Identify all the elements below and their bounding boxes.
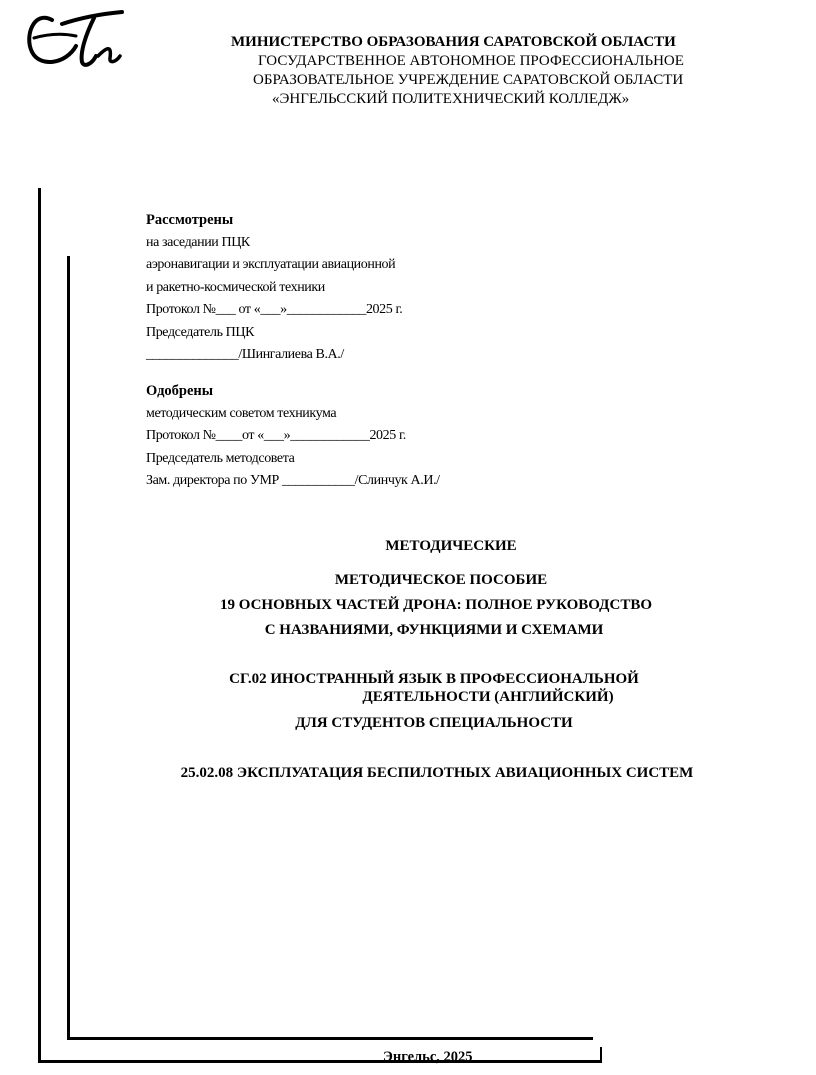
reviewed-title: Рассмотрены [146,212,234,228]
reviewed-signature: ______________/Шингалиева В.А./ [146,347,344,362]
frame-right-stub [600,1047,602,1062]
topic-line-1: 19 ОСНОВНЫХ ЧАСТЕЙ ДРОНА: ПОЛНОЕ РУКОВОДСТВО [220,597,652,613]
reviewed-line: и ракетно-космической техники [146,279,325,295]
manual-title: МЕТОДИЧЕСКОЕ ПОСОБИЕ [334,572,548,588]
approved-block [146,380,440,493]
reviewed-line: аэронавигации и эксплуатации авиационной [146,257,396,272]
reviewed-line: на заседании ПЦК [146,234,250,250]
frame-left-inner [67,256,70,1039]
ministry-title: МИНИСТЕРСТВО ОБРАЗОВАНИЯ САРАТОВСКОЙ ОБЛАСТИ [231,34,676,50]
institution-line-2: ОБРАЗОВАТЕЛЬНОЕ УЧРЕЖДЕНИЕ САРАТОВСКОЙ ОБЛАСТИ [253,72,684,88]
institution-line-1: ГОСУДАРСТВЕННОЕ АВТОНОМНОЕ ПРОФЕССИОНАЛЬНОЕ [258,53,684,69]
reviewed-chair: Председатель ПЦК [146,324,255,340]
specialty: 25.02.08 ЭКСПЛУАТАЦИЯ БЕСПИЛОТНЫХ АВИАЦИОННЫХ СИСТЕМ [180,765,694,781]
college-logo [22,6,128,70]
frame-bottom-inner [67,1037,593,1040]
approved-deputy: Зам. директора по УМР ___________/Слинчук А.И./ [146,473,440,488]
place-year: Энгельс, 2025 [383,1049,473,1065]
approved-protocol: Протокол №____от «___»____________2025 г. [146,428,406,443]
approved-line: методическим советом техникума [146,405,337,421]
topic-line-2: С НАЗВАНИЯМИ, ФУНКЦИЯМИ И СХЕМАМИ [264,622,604,638]
discipline-line-1: СГ.02 ИНОСТРАННЫЙ ЯЗЫК В ПРОФЕССИОНАЛЬНОЙ [229,671,639,687]
institution-name: «ЭНГЕЛЬССКИЙ ПОЛИТЕХНИЧЕСКИЙ КОЛЛЕДЖ» [272,91,630,107]
frame-bottom-outer [38,1060,602,1063]
for-students: ДЛЯ СТУДЕНТОВ СПЕЦИАЛЬНОСТИ [295,715,573,731]
reviewed-protocol: Протокол №___ от «___»____________2025 г. [146,302,403,317]
approved-chair: Председатель методсовета [146,450,295,466]
discipline-line-2: ДЕЯТЕЛЬНОСТИ (АНГЛИЙСКИЙ) [362,689,614,705]
reviewed-block [146,209,402,367]
approved-title: Одобрены [146,383,214,399]
heading-methodical: МЕТОДИЧЕСКИЕ [385,538,517,554]
